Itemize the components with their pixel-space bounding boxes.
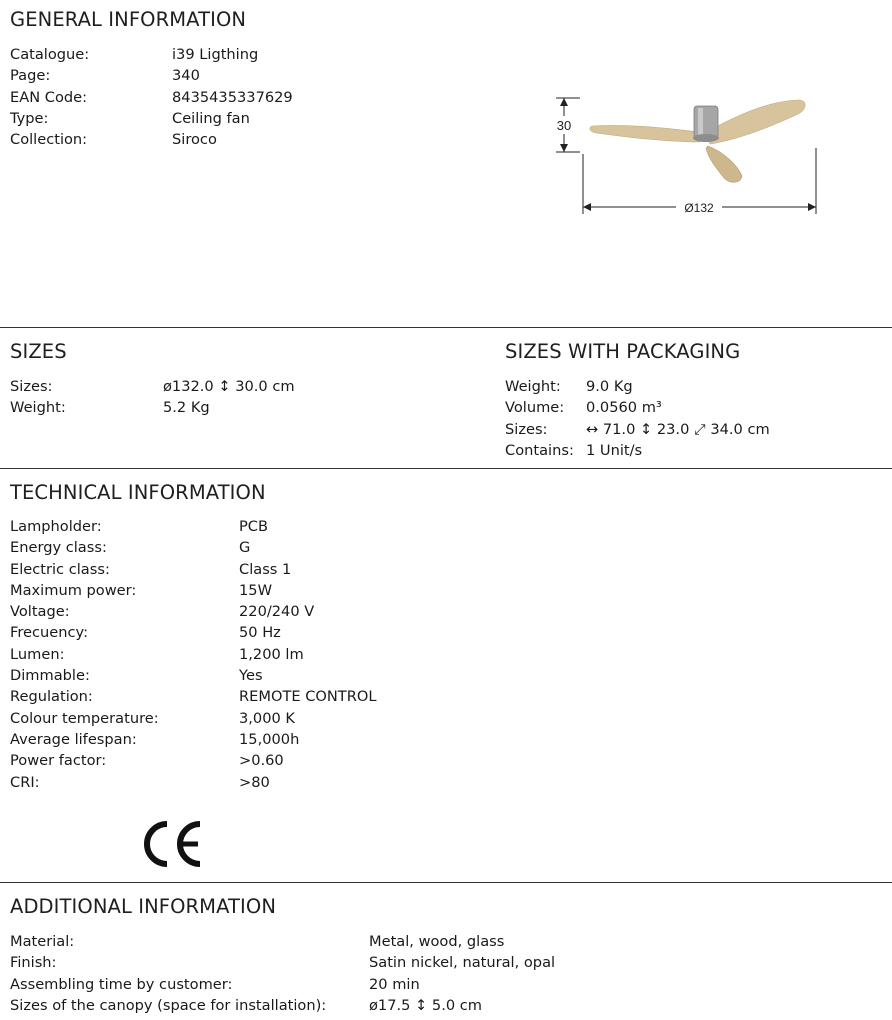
info-row [505,419,770,440]
ce-mark-icon [140,818,204,870]
info-value: Satin nickel, natural, opal [369,954,556,972]
info-value: 8435435337629 [172,88,293,106]
info-value: Ceiling fan [172,109,250,127]
info-row [10,772,376,793]
fan-blade-left [590,125,700,142]
info-row [10,931,555,952]
info-row [10,580,376,601]
info-row [10,397,295,418]
info-row [10,750,376,771]
info-row [10,974,555,995]
packaging-sizes-title: SIZES WITH PACKAGING [505,340,741,363]
info-value: Metal, wood, glass [369,933,505,950]
info-label: Regulation: [10,688,93,706]
info-value: Class 1 [239,560,292,578]
info-value: i39 Ligthing [172,46,259,63]
info-row [10,622,376,643]
ceiling-fan-diagram [548,88,828,218]
info-row [505,440,770,461]
info-value: REMOTE CONTROL [239,688,377,706]
info-value: Siroco [172,131,217,149]
info-label: Frecuency: [10,624,89,642]
info-value: 3,000 K [239,709,295,727]
info-value: PCB [239,518,269,535]
info-label: Sizes of the canopy (space for installation): [10,996,327,1014]
info-value: 9.0 Kg [586,378,633,395]
info-label: Maximum power: [10,581,137,599]
info-value: Yes [239,667,263,685]
info-label: EAN Code: [10,88,88,106]
info-value: ↔ 71.0 ↕ 23.0 ⤢ 34.0 cm [586,420,770,438]
info-label: Energy class: [10,539,107,557]
diameter-dimension-label: Ø132 [684,201,714,215]
info-label: Sizes: [10,378,53,395]
info-value: 220/240 V [239,603,315,621]
info-row [10,601,376,622]
info-row [10,729,376,750]
info-row [10,108,293,129]
section-divider [0,468,892,469]
info-row [10,644,376,665]
info-row [10,708,376,729]
info-row [10,87,293,108]
info-label: Volume: [505,399,565,417]
info-value: 1 Unit/s [586,441,643,459]
info-label: Lampholder: [10,518,102,535]
info-label: Type: [10,109,49,127]
info-label: Lumen: [10,645,65,663]
info-row [10,44,293,65]
info-label: Dimmable: [10,667,90,685]
info-value: 15,000h [239,730,300,748]
info-label: Average lifespan: [10,730,137,748]
info-row [505,397,770,418]
info-label: CRI: [10,773,40,791]
info-value: 340 [172,67,200,85]
info-value: ø132.0 ↕ 30.0 cm [163,378,295,395]
info-row [505,376,770,397]
info-row [10,129,293,150]
info-value: 0.0560 m³ [586,399,662,417]
fan-blade-front [706,146,742,182]
info-value: >0.60 [239,752,284,770]
section-divider [0,882,892,883]
info-row [10,995,555,1016]
info-label: Material: [10,933,75,950]
info-row [10,686,376,707]
sizes-list [10,376,295,419]
info-row [10,516,376,537]
info-label: Contains: [505,441,574,459]
info-label: Weight: [10,399,66,417]
fan-blade-right [706,100,805,144]
height-dimension-label: 30 [556,118,572,133]
info-row [10,376,295,397]
info-value: 20 min [369,975,420,993]
info-value: G [239,539,251,557]
technical-information-title: TECHNICAL INFORMATION [10,481,266,504]
info-label: Voltage: [10,603,70,621]
additional-information-list [10,931,555,1016]
general-information-list [10,44,293,150]
info-value: ø17.5 ↕ 5.0 cm [369,996,483,1014]
info-row [10,537,376,558]
info-label: Assembling time by customer: [10,975,233,993]
info-row [10,559,376,580]
info-value: 1,200 lm [239,645,304,663]
info-label: Collection: [10,131,88,149]
general-information-title: GENERAL INFORMATION [10,8,247,31]
info-row [10,665,376,686]
info-value: 50 Hz [239,624,281,642]
info-label: Weight: [505,378,561,395]
packaging-sizes-list [505,376,770,461]
info-value: 5.2 Kg [163,399,210,417]
section-divider [0,327,892,328]
info-row [10,952,555,973]
technical-information-list [10,516,376,793]
info-label: Colour temperature: [10,709,159,727]
info-label: Catalogue: [10,46,90,63]
info-label: Electric class: [10,560,110,578]
info-label: Power factor: [10,752,107,770]
info-value: 15W [239,581,272,599]
sizes-title: SIZES [10,340,67,363]
info-label: Finish: [10,954,57,972]
info-label: Page: [10,67,51,85]
additional-information-title: ADDITIONAL INFORMATION [10,895,277,918]
info-value: >80 [239,773,270,791]
info-label: Sizes: [505,420,548,438]
fan-motor-body [694,106,718,138]
info-row [10,65,293,86]
